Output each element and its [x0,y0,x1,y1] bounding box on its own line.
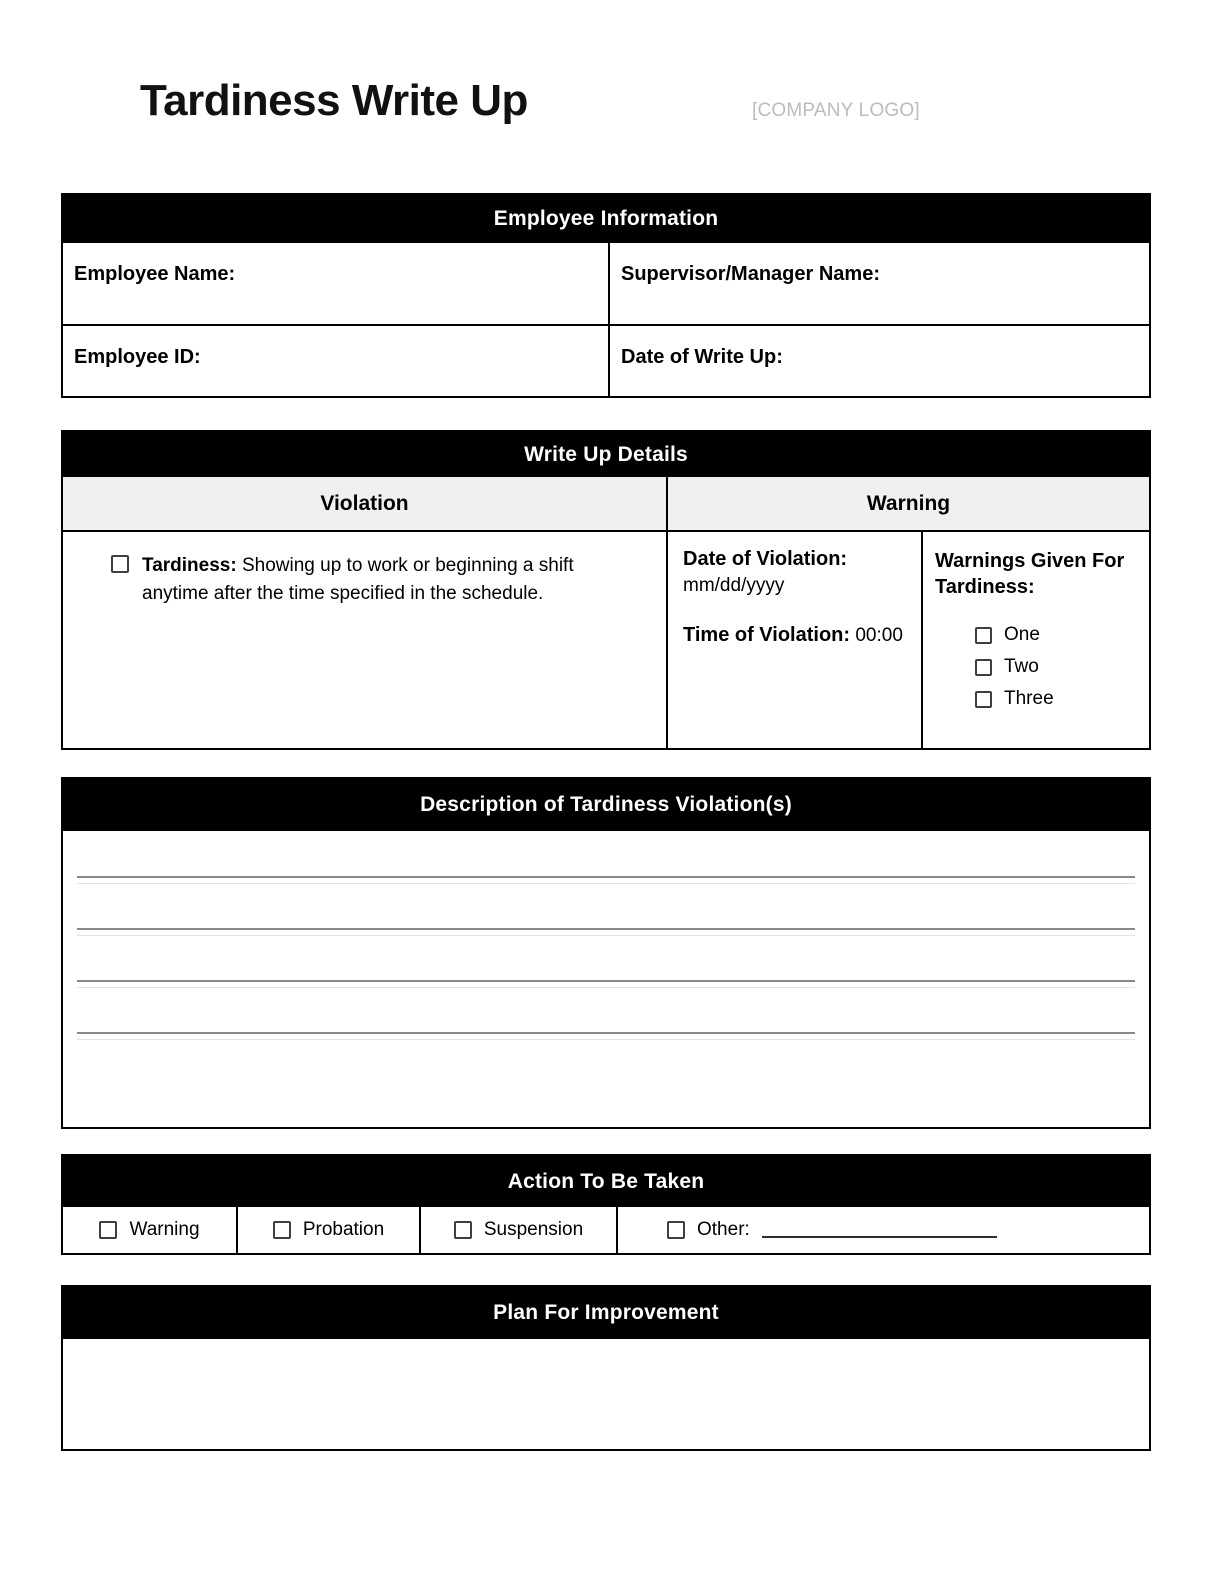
description-writing-line [77,1032,1135,1040]
warning-three-label: Three [1004,688,1054,709]
violation-column-header: Violation [63,477,668,530]
warnings-option-list [975,624,1143,710]
description-writing-line [77,928,1135,936]
employee-information-grid [63,243,1149,396]
warning-count-three-option [975,688,1143,710]
warning-two-checkbox[interactable] [975,659,992,676]
company-logo-placeholder: [COMPANY LOGO] [752,100,920,121]
date-of-write-up-label: Date of Write Up: [621,346,783,368]
action-suspension-checkbox[interactable] [454,1221,472,1239]
action-warning-label: Warning [129,1219,200,1240]
page-header [0,0,1224,193]
action-warning-checkbox[interactable] [99,1221,117,1239]
tardiness-definition-text: Showing up to work or beginning a shift anytime after the time specified in the schedule. [142,555,574,604]
date-of-violation-value[interactable]: mm/dd/yyyy [683,575,785,596]
write-up-details-body [63,532,1149,748]
employee-id-field[interactable] [63,324,610,396]
warning-three-checkbox[interactable] [975,691,992,708]
write-up-details-section [61,430,1151,750]
page-title: Tardiness Write Up [140,76,528,125]
tardiness-checkbox[interactable] [111,555,129,573]
action-probation-checkbox[interactable] [273,1221,291,1239]
description-header: Description of Tardiness Violation(s) [63,779,1149,831]
action-probation-option [238,1207,421,1253]
warnings-given-cell [923,532,1149,748]
warning-one-checkbox[interactable] [975,627,992,644]
plan-section [61,1285,1151,1451]
action-suspension-label: Suspension [483,1219,584,1240]
date-of-write-up-field[interactable] [610,324,1149,396]
write-up-details-subheader [63,477,1149,532]
action-other-label: Other: [697,1219,750,1240]
time-of-violation-label: Time of Violation: [683,624,851,646]
action-other-option [618,1207,1149,1253]
warning-two-label: Two [1004,656,1039,677]
action-suspension-option [421,1207,618,1253]
action-probation-label: Probation [302,1219,385,1240]
time-of-violation-value[interactable]: 00:00 [855,625,903,646]
employee-name-label: Employee Name: [74,263,236,285]
warnings-given-label: Warnings Given For Tardiness: [935,550,1125,598]
write-up-details-header: Write Up Details [63,432,1149,477]
warning-count-one-option [975,624,1143,646]
employee-information-header: Employee Information [63,195,1149,243]
warning-column-header: Warning [866,491,951,515]
description-writing-line [77,980,1135,988]
warning-count-two-option [975,656,1143,678]
description-section [61,777,1151,1129]
time-of-violation-row [683,624,913,647]
action-header: Action To Be Taken [63,1156,1149,1207]
tardiness-definition [142,552,622,748]
plan-header: Plan For Improvement [63,1287,1149,1339]
tardiness-term: Tardiness: [142,555,237,576]
action-section [61,1154,1151,1255]
supervisor-name-label: Supervisor/Manager Name: [621,263,880,285]
description-writing-line [77,876,1135,884]
action-other-checkbox[interactable] [667,1221,685,1239]
employee-id-label: Employee ID: [74,346,201,368]
supervisor-name-field[interactable] [610,243,1149,324]
employee-information-section [61,193,1151,398]
employee-name-field[interactable] [63,243,610,324]
date-of-violation-label: Date of Violation: [683,548,848,570]
action-warning-option [63,1207,238,1253]
warning-one-label: One [1004,624,1040,645]
plan-input-area[interactable] [63,1339,1149,1449]
violation-cell [63,532,668,748]
description-input-area[interactable] [63,876,1149,1127]
violation-datetime-cell [668,532,923,748]
action-options-row [63,1207,1149,1253]
action-other-write-in-line[interactable] [762,1223,997,1238]
